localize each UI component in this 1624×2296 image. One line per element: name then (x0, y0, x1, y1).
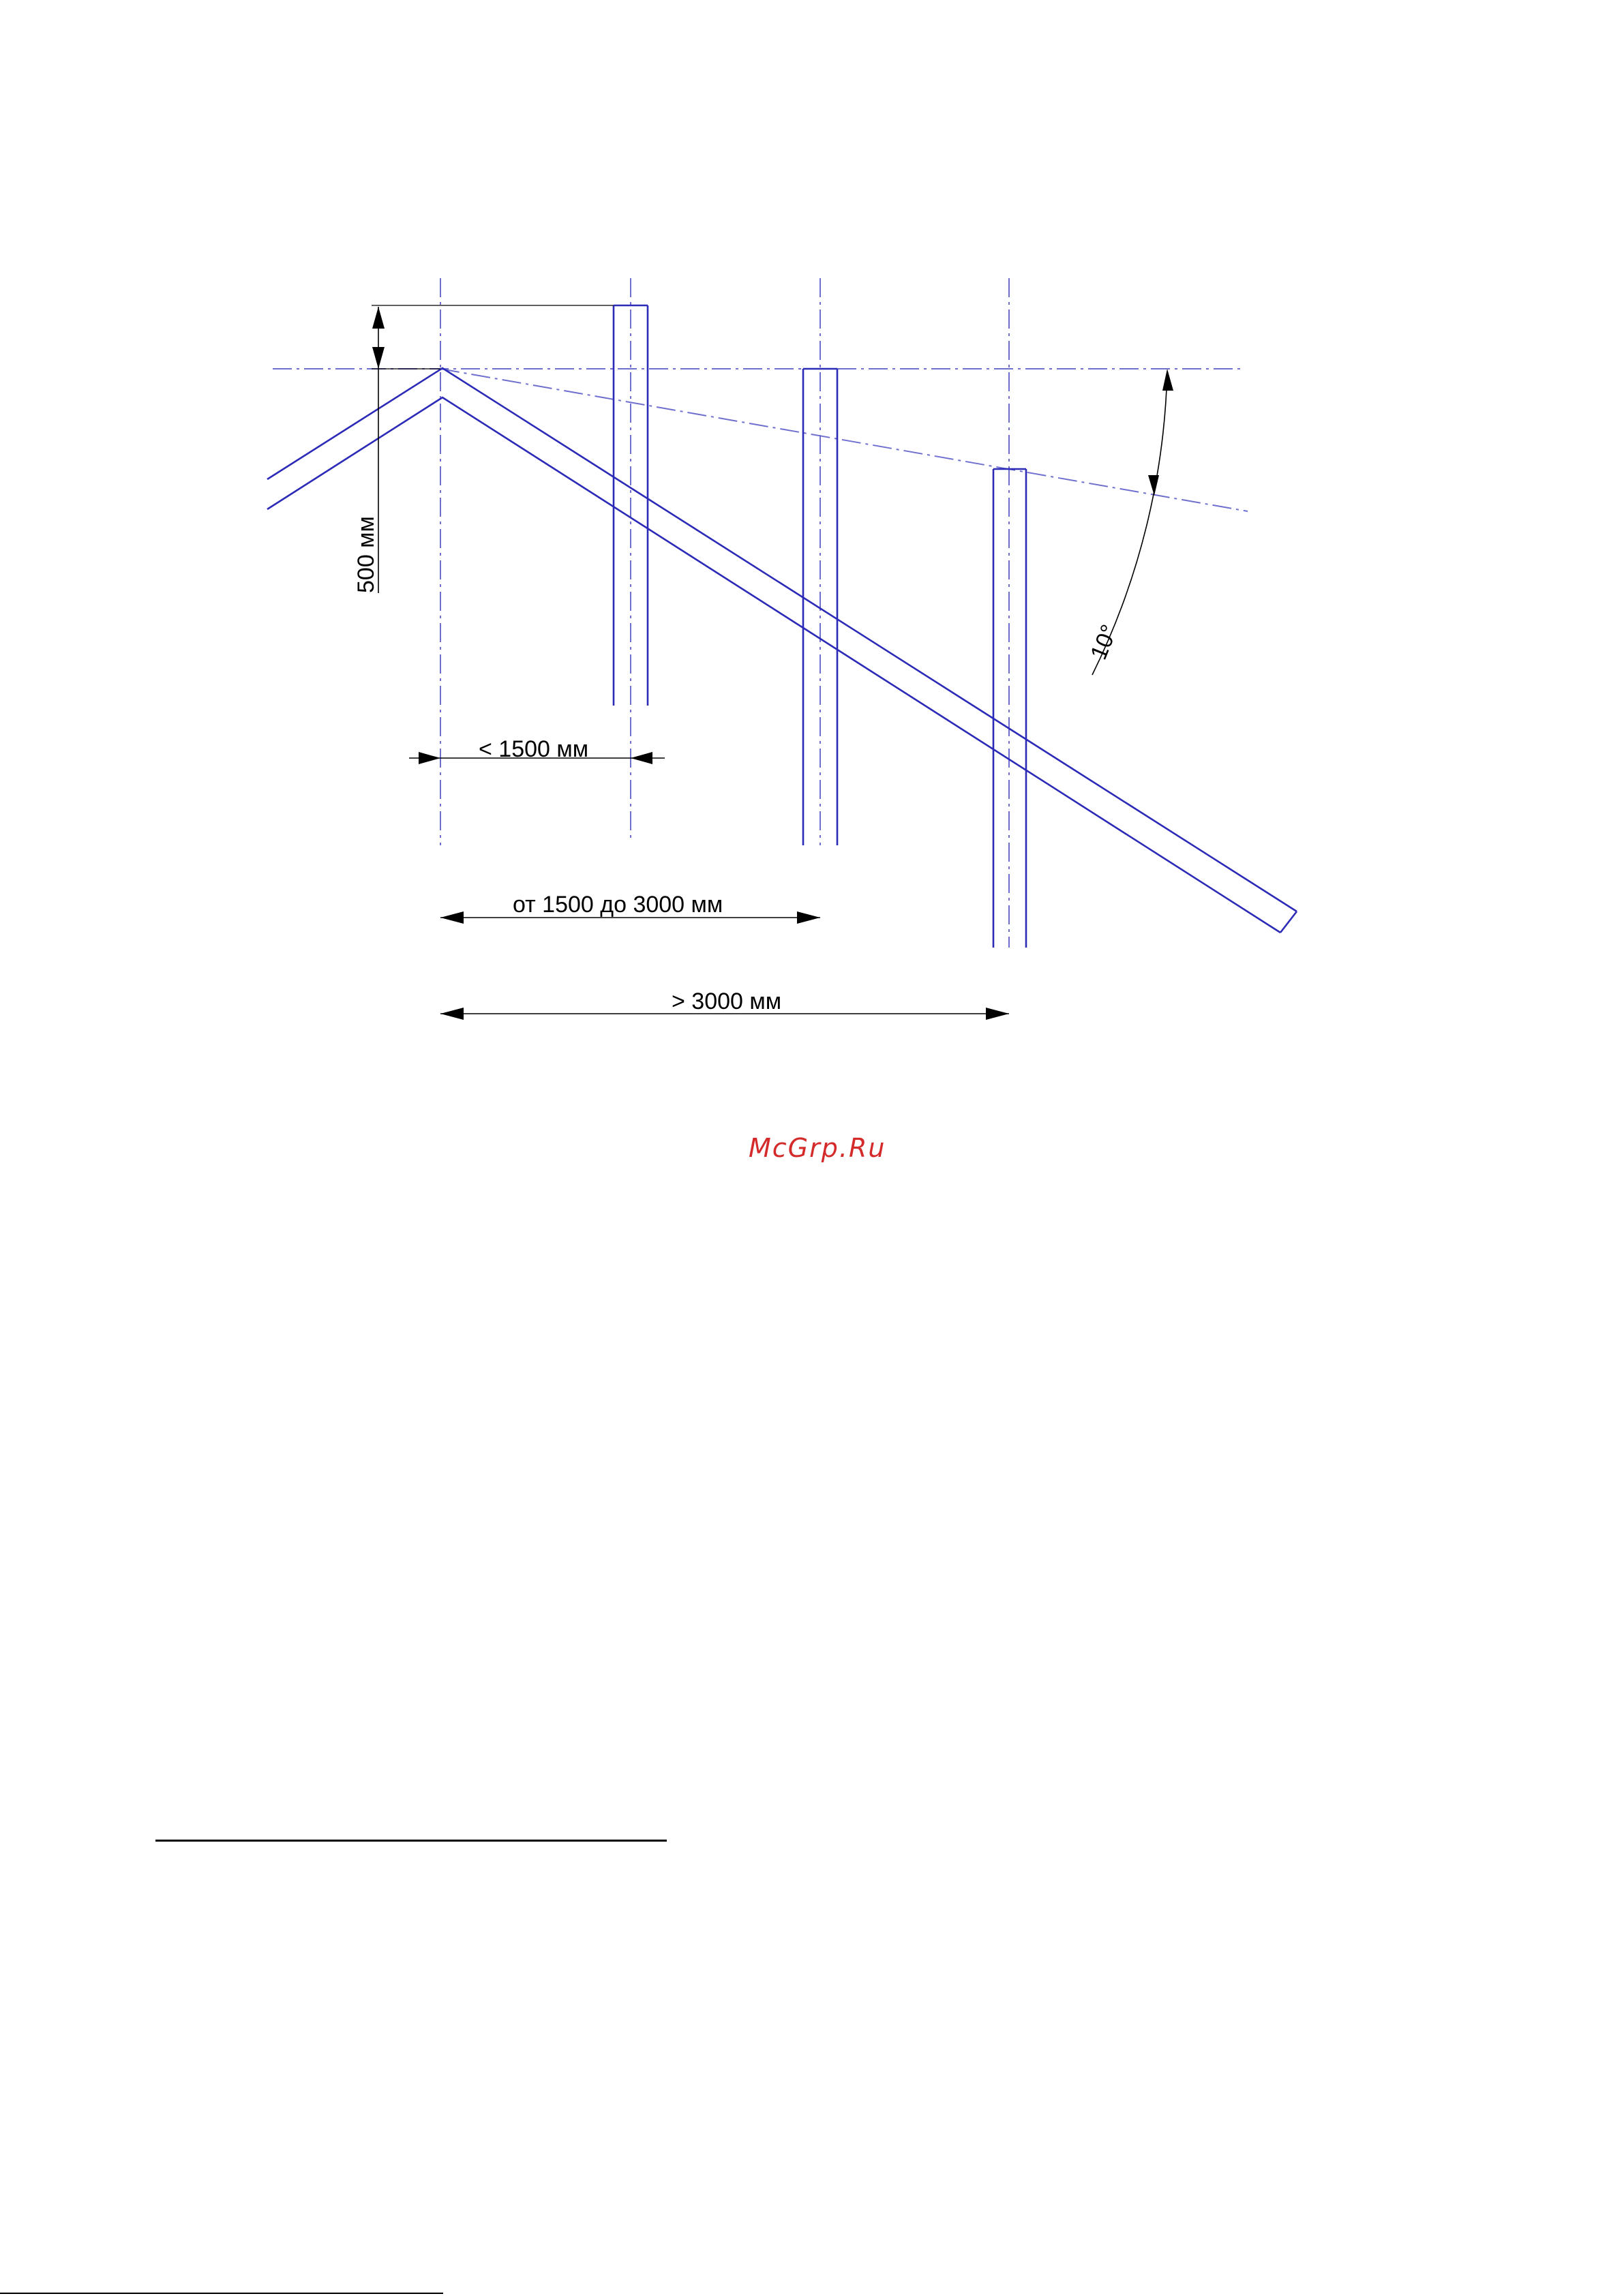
height-label: 500 мм (353, 516, 379, 593)
dist-near-label: < 1500 мм (479, 736, 589, 762)
roof-top-edge (267, 368, 1297, 911)
height-arrow-bottom (372, 347, 385, 369)
dist-mid-label: от 1500 до 3000 мм (513, 892, 723, 918)
dist-far-label: > 3000 мм (672, 988, 782, 1014)
height-arrow-top (372, 307, 385, 329)
roof-end-cut (1280, 911, 1297, 933)
distance-dimension-far (440, 988, 1009, 1020)
angle-arrow-bottom (1148, 475, 1159, 496)
distance-dimension-mid (440, 892, 820, 924)
angle-label: 10° (1085, 621, 1123, 663)
distance-dimension-near (409, 736, 665, 764)
centerlines (273, 278, 1248, 948)
angle-dimension (1085, 369, 1173, 675)
ten-degree-line (440, 369, 1248, 511)
angle-arrow-top (1162, 369, 1173, 391)
roof-bottom-edge (267, 397, 1280, 933)
roof (267, 368, 1297, 933)
watermark-text: McGrp.Ru (749, 1133, 886, 1163)
height-dimension (353, 305, 614, 593)
